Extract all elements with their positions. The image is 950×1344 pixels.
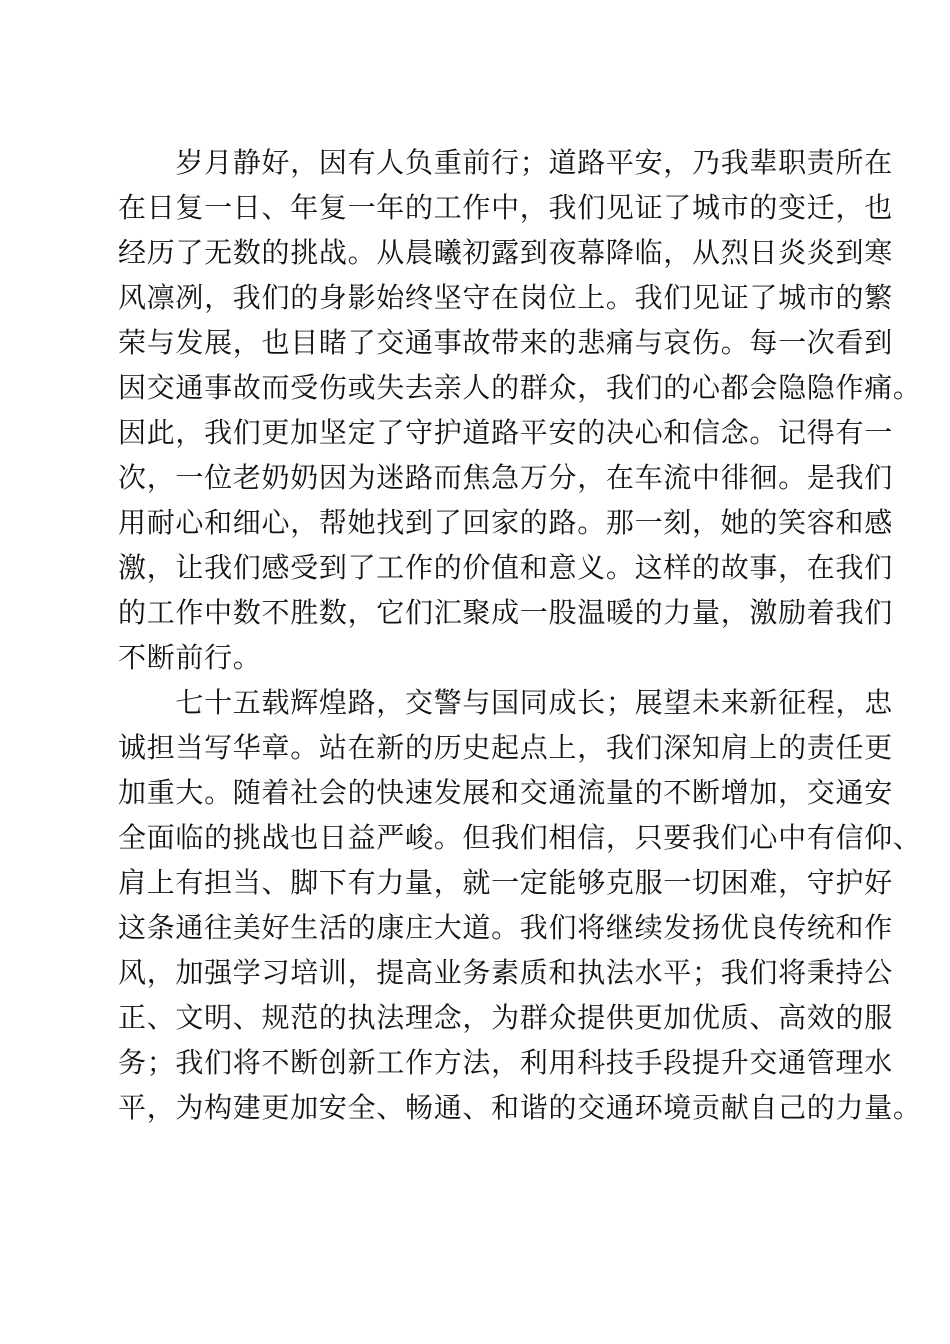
text-line: 激，让我们感受到了工作的价值和意义。这样的故事，在我们 — [118, 551, 893, 584]
text-line: 不断前行。 — [118, 641, 262, 674]
text-line: 岁月静好，因有人负重前行；道路平安，乃我辈职责所在 — [118, 146, 893, 179]
text-line: 的工作中数不胜数，它们汇聚成一股温暖的力量，激励着我们 — [118, 596, 893, 629]
text-line: 务；我们将不断创新工作方法，利用科技手段提升交通管理水 — [118, 1046, 893, 1079]
text-line: 次，一位老奶奶因为迷路而焦急万分，在车流中徘徊。是我们 — [118, 461, 893, 494]
text-line: 正、文明、规范的执法理念，为群众提供更加优质、高效的服 — [118, 1001, 893, 1034]
text-line: 风凛冽，我们的身影始终坚守在岗位上。我们见证了城市的繁 — [118, 281, 893, 314]
text-line: 这条通往美好生活的康庄大道。我们将继续发扬优良传统和作 — [118, 911, 893, 944]
text-line: 肩上有担当、脚下有力量，就一定能够克服一切困难，守护好 — [118, 866, 893, 899]
text-line: 全面临的挑战也日益严峻。但我们相信，只要我们心中有信仰、 — [118, 821, 922, 854]
text-line: 风，加强学习培训，提高业务素质和执法水平；我们将秉持公 — [118, 956, 893, 989]
text-line: 诚担当写华章。站在新的历史起点上，我们深知肩上的责任更 — [118, 731, 893, 764]
paragraph-2 — [118, 680, 922, 1130]
text-line: 因交通事故而受伤或失去亲人的群众，我们的心都会隐隐作痛。 — [118, 371, 922, 404]
text-line: 七十五载辉煌路，交警与国同成长；展望未来新征程，忠 — [118, 686, 893, 719]
text-line: 用耐心和细心，帮她找到了回家的路。那一刻，她的笑容和感 — [118, 506, 893, 539]
paragraph-1 — [118, 140, 922, 680]
text-line: 平，为构建更加安全、畅通、和谐的交通环境贡献自己的力量。 — [118, 1091, 922, 1124]
text-line: 经历了无数的挑战。从晨曦初露到夜幕降临，从烈日炎炎到寒 — [118, 236, 893, 269]
document-body — [118, 140, 922, 1130]
text-line: 在日复一日、年复一年的工作中，我们见证了城市的变迁，也 — [118, 191, 893, 224]
text-line: 因此，我们更加坚定了守护道路平安的决心和信念。记得有一 — [118, 416, 893, 449]
text-line: 加重大。随着社会的快速发展和交通流量的不断增加，交通安 — [118, 776, 893, 809]
text-line: 荣与发展，也目睹了交通事故带来的悲痛与哀伤。每一次看到 — [118, 326, 893, 359]
